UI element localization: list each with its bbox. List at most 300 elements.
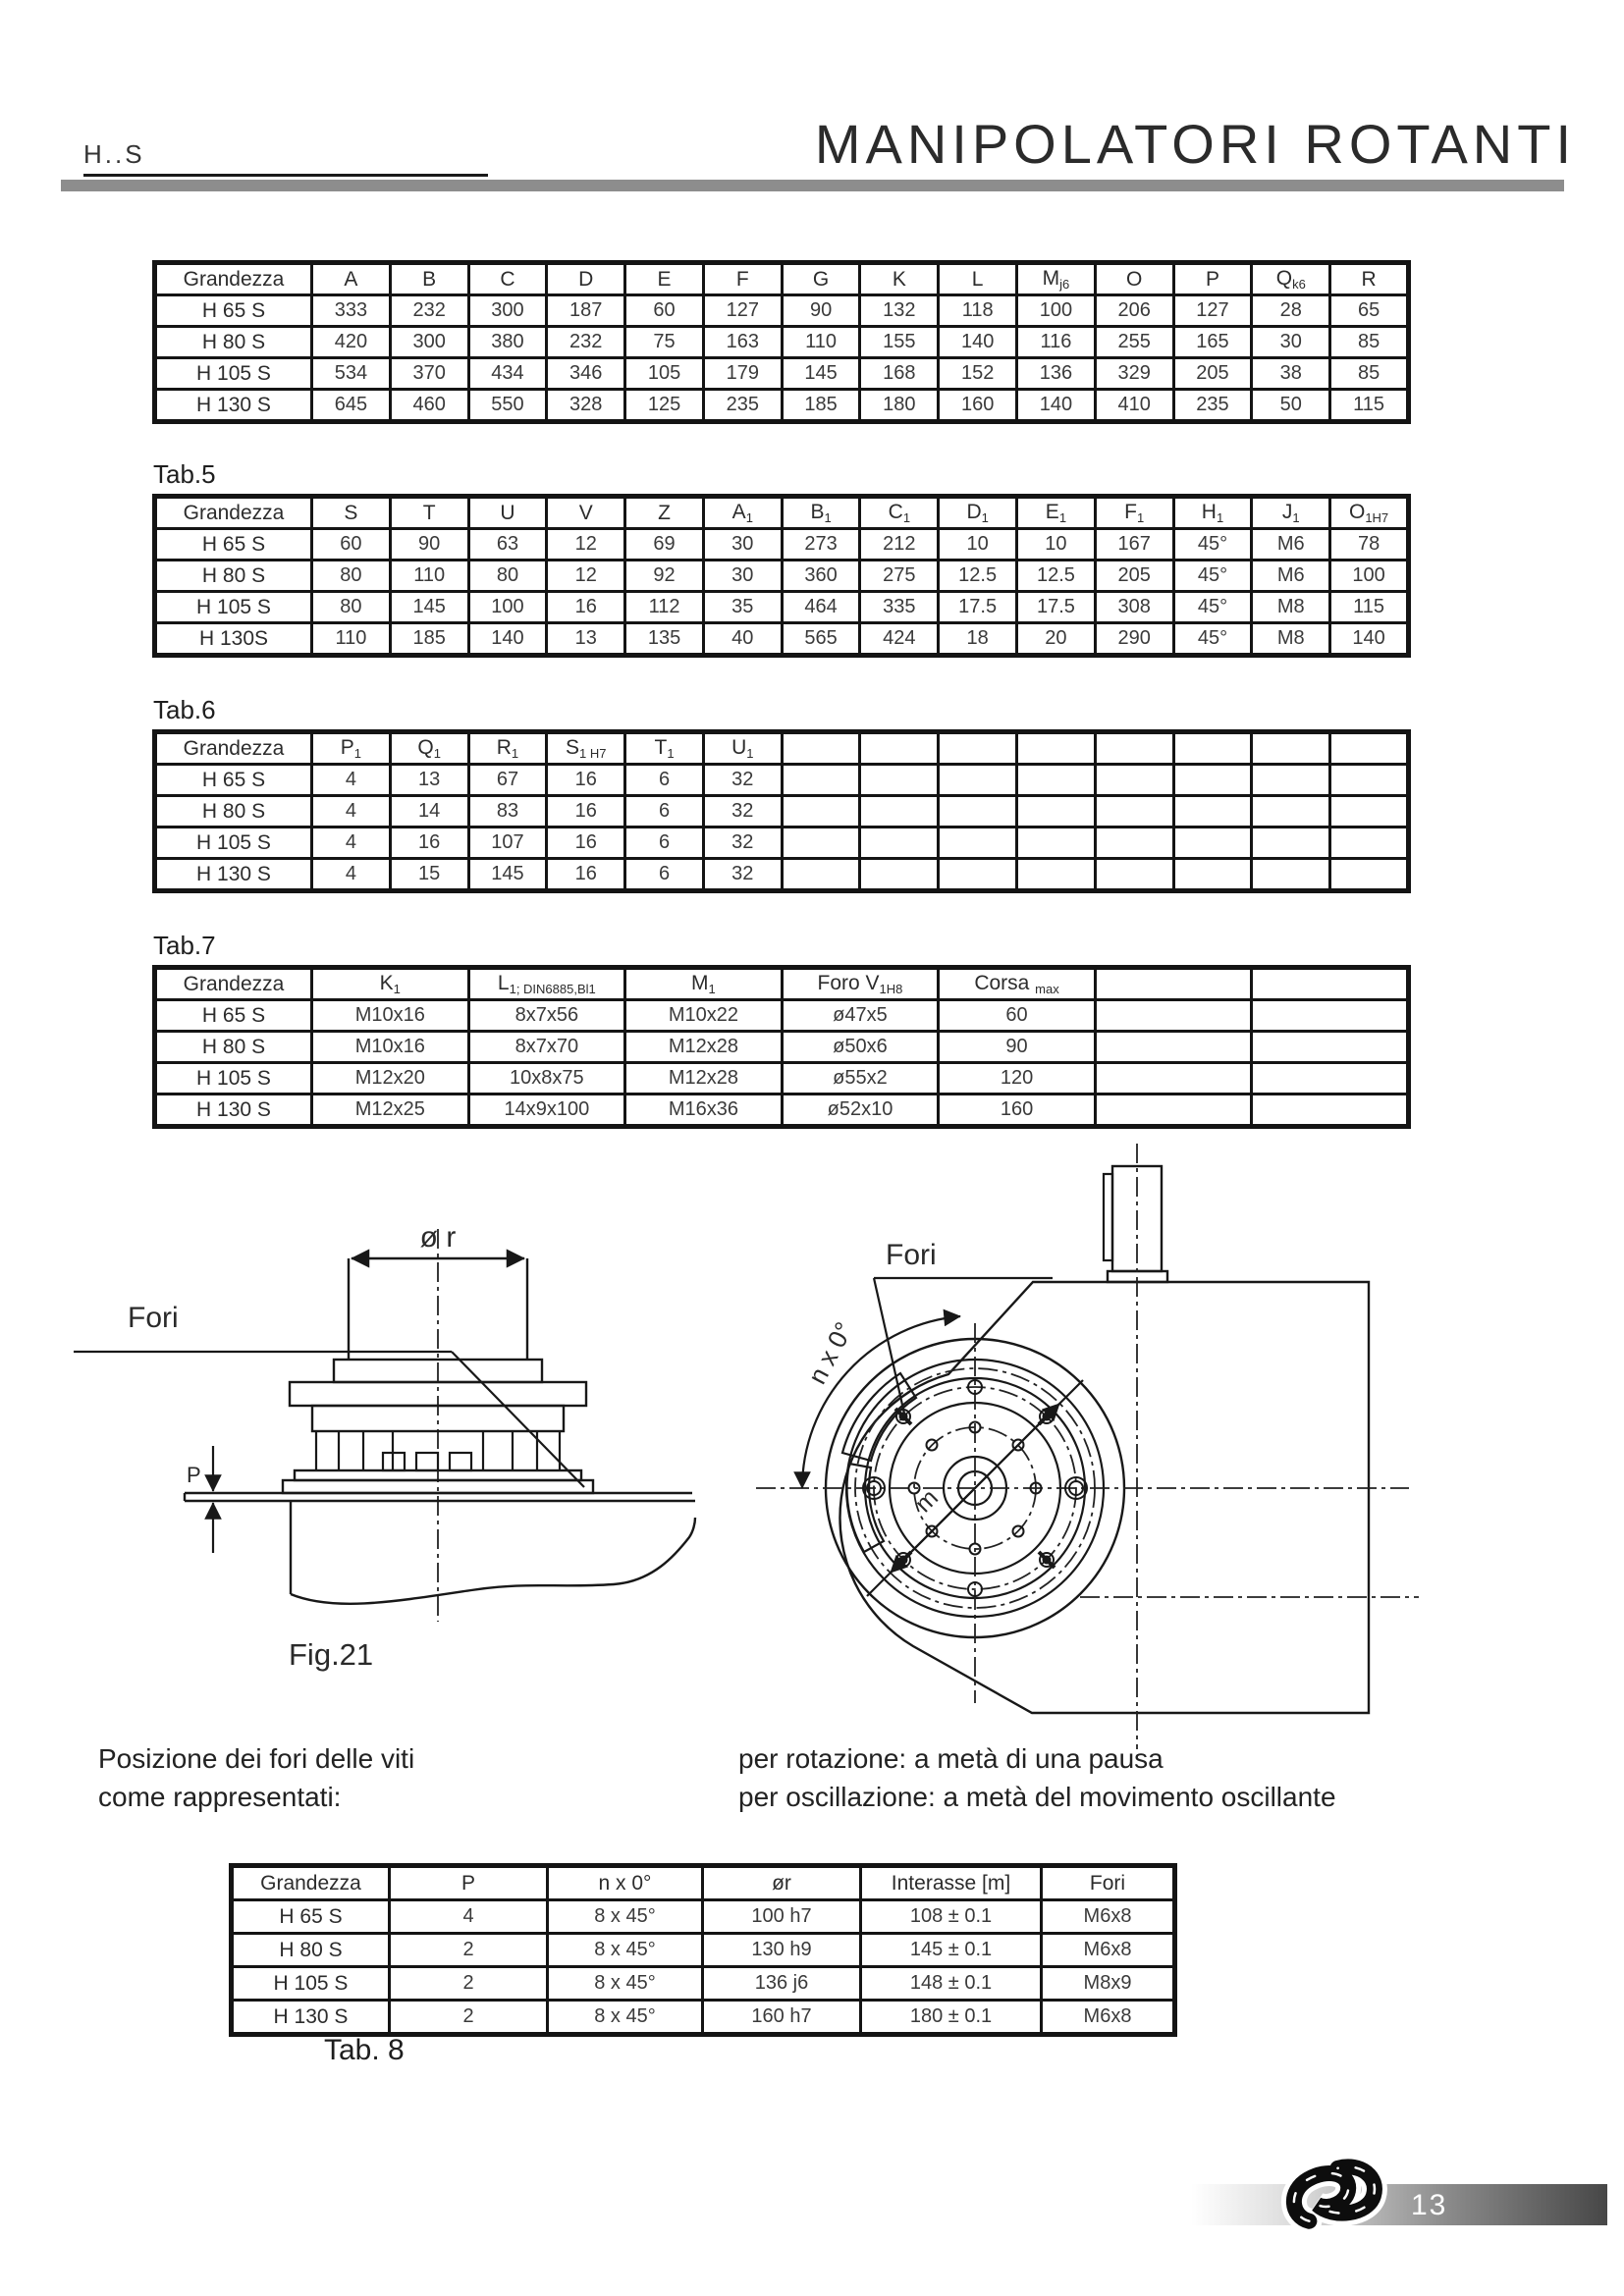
- model-code: H..S: [83, 139, 145, 169]
- data-cell: 35: [703, 592, 782, 623]
- data-cell: 110: [782, 327, 860, 358]
- data-cell: 125: [625, 390, 704, 422]
- data-cell: 160 h7: [703, 2001, 861, 2035]
- table-label: Tab.7: [153, 931, 216, 960]
- table-row: [155, 859, 1409, 891]
- table-row: [155, 1000, 1409, 1032]
- data-cell: 30: [703, 529, 782, 561]
- data-cell: 4: [390, 1900, 548, 1934]
- data-cell: 78: [1330, 529, 1409, 561]
- column-header: Fori: [1042, 1866, 1175, 1900]
- n-x-0-label: n x 0°: [801, 1316, 859, 1389]
- data-cell: 565: [782, 623, 860, 656]
- row-header: H 80 S: [155, 796, 312, 828]
- data-cell: 115: [1330, 592, 1409, 623]
- data-cell: 32: [703, 828, 782, 859]
- data-cell: 8 x 45°: [548, 2001, 703, 2035]
- data-cell: 2: [390, 2001, 548, 2035]
- data-cell: M10x16: [312, 1000, 469, 1032]
- row-header: H 80 S: [232, 1934, 390, 1967]
- data-cell: 90: [782, 295, 860, 327]
- data-cell: 110: [390, 561, 468, 592]
- column-header: [1330, 732, 1409, 765]
- empty-cell: [1252, 765, 1330, 796]
- empty-cell: [1095, 1063, 1252, 1095]
- table-row: [155, 1032, 1409, 1063]
- row-header: H 105 S: [155, 358, 312, 390]
- column-header: $S_{1 H7}$: [547, 732, 625, 765]
- data-cell: 185: [390, 623, 468, 656]
- data-cell: 534: [312, 358, 391, 390]
- row-header: H 80 S: [155, 327, 312, 358]
- data-cell: 16: [547, 828, 625, 859]
- data-cell: ø55x2: [782, 1063, 939, 1095]
- column-header: [1252, 732, 1330, 765]
- column-header: Corsa $_{max}$: [939, 968, 1096, 1000]
- header-row: [232, 1866, 1175, 1900]
- data-cell: 85: [1330, 358, 1409, 390]
- empty-cell: [939, 765, 1017, 796]
- data-cell: 115: [1330, 390, 1409, 422]
- data-cell: 80: [312, 561, 391, 592]
- empty-cell: [1095, 1000, 1252, 1032]
- data-cell: 14x9x100: [468, 1095, 625, 1127]
- data-cell: 60: [625, 295, 704, 327]
- column-header: D: [547, 263, 625, 295]
- column-header: L: [939, 263, 1017, 295]
- right-figure-front-view: [736, 1129, 1434, 1762]
- data-cell: 108 ± 0.1: [861, 1900, 1042, 1934]
- tab8-block: [229, 1863, 1172, 2037]
- data-cell: 105: [625, 358, 704, 390]
- data-cell: 8 x 45°: [548, 1967, 703, 2001]
- empty-cell: [1173, 828, 1252, 859]
- table-row: [155, 327, 1409, 358]
- header-row: [155, 497, 1409, 529]
- data-cell: M6x8: [1042, 1900, 1175, 1934]
- empty-cell: [1330, 828, 1409, 859]
- data-cell: 13: [547, 623, 625, 656]
- data-cell: 12: [547, 561, 625, 592]
- row-header: H 105 S: [155, 592, 312, 623]
- column-header: A: [312, 263, 391, 295]
- column-header: $R_1$: [468, 732, 547, 765]
- data-cell: 160: [939, 1095, 1096, 1127]
- data-cell: 328: [547, 390, 625, 422]
- data-cell: 100 h7: [703, 1900, 861, 1934]
- data-cell: 335: [860, 592, 939, 623]
- empty-cell: [1095, 859, 1173, 891]
- left-figure-side-view: [59, 1158, 727, 1708]
- data-cell: 187: [547, 295, 625, 327]
- empty-cell: [860, 828, 939, 859]
- dimension-table: [152, 260, 1411, 424]
- data-cell: 346: [547, 358, 625, 390]
- brand-logo-icon: [1276, 2158, 1414, 2240]
- column-header: Grandezza: [155, 968, 312, 1000]
- column-header: $T_1$: [625, 732, 704, 765]
- table-row: [155, 592, 1409, 623]
- data-cell: 165: [1173, 327, 1252, 358]
- row-header: H 105 S: [155, 828, 312, 859]
- column-header: Foro $V_{1H8}$: [782, 968, 939, 1000]
- empty-cell: [1173, 859, 1252, 891]
- data-cell: 275: [860, 561, 939, 592]
- column-header: V: [547, 497, 625, 529]
- data-cell: 17.5: [1017, 592, 1096, 623]
- data-cell: 212: [860, 529, 939, 561]
- data-cell: 148 ± 0.1: [861, 1967, 1042, 2001]
- row-header: H 130S: [155, 623, 312, 656]
- row-header: H 65 S: [155, 295, 312, 327]
- empty-cell: [1017, 765, 1096, 796]
- data-cell: 32: [703, 796, 782, 828]
- column-header: $O_{1H7}$: [1330, 497, 1409, 529]
- data-cell: 75: [625, 327, 704, 358]
- data-cell: 13: [390, 765, 468, 796]
- empty-cell: [1330, 796, 1409, 828]
- data-cell: M8x9: [1042, 1967, 1175, 2001]
- data-cell: M8: [1252, 592, 1330, 623]
- data-cell: 333: [312, 295, 391, 327]
- table-label: Tab.6: [153, 695, 216, 724]
- data-cell: 167: [1095, 529, 1173, 561]
- table-row: [155, 561, 1409, 592]
- data-cell: 8 x 45°: [548, 1934, 703, 1967]
- empty-cell: [1252, 828, 1330, 859]
- empty-cell: [939, 828, 1017, 859]
- data-cell: 4: [312, 796, 391, 828]
- tab5-table: [152, 494, 1411, 658]
- data-cell: 273: [782, 529, 860, 561]
- column-header: [1095, 732, 1173, 765]
- column-header: Grandezza: [155, 732, 312, 765]
- data-cell: 12.5: [939, 561, 1017, 592]
- data-cell: 185: [782, 390, 860, 422]
- data-cell: 40: [703, 623, 782, 656]
- data-cell: 15: [390, 859, 468, 891]
- row-header: H 130 S: [232, 2001, 390, 2035]
- column-header: $L_{1; DIN6885,Bl1}$: [468, 968, 625, 1000]
- column-header: $H_1$: [1173, 497, 1252, 529]
- data-cell: 6: [625, 828, 704, 859]
- data-cell: 45°: [1173, 592, 1252, 623]
- data-cell: 30: [703, 561, 782, 592]
- table-row: [155, 796, 1409, 828]
- empty-cell: [1330, 859, 1409, 891]
- data-cell: M6x8: [1042, 1934, 1175, 1967]
- data-cell: 83: [468, 796, 547, 828]
- column-header: P: [1173, 263, 1252, 295]
- data-cell: 4: [312, 828, 391, 859]
- empty-cell: [1252, 1063, 1409, 1095]
- data-cell: 308: [1095, 592, 1173, 623]
- note-line: come rappresentati:: [98, 1782, 342, 1812]
- data-cell: M16x36: [625, 1095, 783, 1127]
- column-header: [782, 732, 860, 765]
- empty-cell: [1330, 765, 1409, 796]
- row-header: H 80 S: [155, 1032, 312, 1063]
- data-cell: 2: [390, 1967, 548, 2001]
- table-row: [155, 623, 1409, 656]
- column-header: $P_1$: [312, 732, 391, 765]
- data-cell: 140: [1017, 390, 1096, 422]
- data-cell: ø50x6: [782, 1032, 939, 1063]
- column-header: $B_1$: [782, 497, 860, 529]
- data-cell: 160: [939, 390, 1017, 422]
- data-cell: 116: [1017, 327, 1096, 358]
- data-cell: 100: [468, 592, 547, 623]
- data-cell: M6: [1252, 529, 1330, 561]
- empty-cell: [1095, 765, 1173, 796]
- page-number: 13: [1411, 2189, 1448, 2221]
- column-header: $E_1$: [1017, 497, 1096, 529]
- data-cell: 645: [312, 390, 391, 422]
- table-row: [155, 529, 1409, 561]
- data-cell: 10x8x75: [468, 1063, 625, 1095]
- figure-caption: Fig.21: [289, 1637, 374, 1672]
- data-cell: 110: [312, 623, 391, 656]
- row-header: H 65 S: [232, 1900, 390, 1934]
- data-cell: 45°: [1173, 561, 1252, 592]
- empty-cell: [782, 859, 860, 891]
- data-cell: 8x7x56: [468, 1000, 625, 1032]
- data-cell: 145 ± 0.1: [861, 1934, 1042, 1967]
- column-header: Grandezza: [232, 1866, 390, 1900]
- column-header: ør: [703, 1866, 861, 1900]
- data-cell: 179: [703, 358, 782, 390]
- data-cell: 168: [860, 358, 939, 390]
- empty-cell: [1173, 796, 1252, 828]
- column-header: C: [468, 263, 547, 295]
- data-cell: 30: [1252, 327, 1330, 358]
- data-cell: 8 x 45°: [548, 1900, 703, 1934]
- empty-cell: [1095, 1095, 1252, 1127]
- empty-cell: [1252, 1095, 1409, 1127]
- data-cell: 6: [625, 765, 704, 796]
- data-cell: 6: [625, 796, 704, 828]
- data-cell: 67: [468, 765, 547, 796]
- data-cell: 90: [939, 1032, 1096, 1063]
- note-line: per rotazione: a metà di una pausa: [738, 1743, 1164, 1774]
- data-cell: 255: [1095, 327, 1173, 358]
- data-cell: 16: [547, 765, 625, 796]
- data-cell: 12: [547, 529, 625, 561]
- table-row: [155, 828, 1409, 859]
- empty-cell: [1017, 859, 1096, 891]
- column-header: Grandezza: [155, 263, 312, 295]
- data-cell: 92: [625, 561, 704, 592]
- data-cell: 118: [939, 295, 1017, 327]
- empty-cell: [1017, 828, 1096, 859]
- data-cell: 10: [1017, 529, 1096, 561]
- column-header: B: [390, 263, 468, 295]
- column-header: $M_{j6}$: [1017, 263, 1096, 295]
- table-row: [155, 358, 1409, 390]
- empty-cell: [1017, 796, 1096, 828]
- data-cell: 235: [703, 390, 782, 422]
- data-cell: M12x28: [625, 1032, 783, 1063]
- column-header: $D_1$: [939, 497, 1017, 529]
- model-code-underline: [83, 174, 488, 177]
- column-header: $A_1$: [703, 497, 782, 529]
- data-cell: 60: [312, 529, 391, 561]
- note-right: [738, 1739, 1336, 1816]
- data-cell: 80: [468, 561, 547, 592]
- data-cell: 140: [939, 327, 1017, 358]
- data-cell: 434: [468, 358, 547, 390]
- data-cell: 65: [1330, 295, 1409, 327]
- column-header: E: [625, 263, 704, 295]
- table-row: [155, 1095, 1409, 1127]
- empty-cell: [939, 796, 1017, 828]
- row-header: H 80 S: [155, 561, 312, 592]
- empty-cell: [1095, 796, 1173, 828]
- data-cell: 205: [1173, 358, 1252, 390]
- dimension-table-block: [152, 260, 1411, 424]
- column-header: Interasse [m]: [861, 1866, 1042, 1900]
- data-cell: 145: [390, 592, 468, 623]
- data-cell: 180 ± 0.1: [861, 2001, 1042, 2035]
- data-cell: ø47x5: [782, 1000, 939, 1032]
- column-header: [1095, 968, 1252, 1000]
- tab7-table: [152, 965, 1411, 1129]
- table-caption: Tab. 8: [324, 2034, 405, 2066]
- data-cell: 32: [703, 859, 782, 891]
- data-cell: 18: [939, 623, 1017, 656]
- table-row: [232, 1934, 1175, 1967]
- row-header: H 65 S: [155, 765, 312, 796]
- header-divider-bar: [61, 180, 1564, 191]
- data-cell: 420: [312, 327, 391, 358]
- table-row: [155, 390, 1409, 422]
- header-row: [155, 968, 1409, 1000]
- data-cell: 140: [1330, 623, 1409, 656]
- data-cell: 136 j6: [703, 1967, 861, 2001]
- data-cell: 232: [390, 295, 468, 327]
- empty-cell: [1252, 1032, 1409, 1063]
- data-cell: 140: [468, 623, 547, 656]
- data-cell: 550: [468, 390, 547, 422]
- data-cell: 132: [860, 295, 939, 327]
- data-cell: M8: [1252, 623, 1330, 656]
- data-cell: 360: [782, 561, 860, 592]
- column-header: T: [390, 497, 468, 529]
- note-line: Posizione dei fori delle viti: [98, 1743, 415, 1774]
- row-header: H 130 S: [155, 859, 312, 891]
- data-cell: 127: [703, 295, 782, 327]
- empty-cell: [1252, 859, 1330, 891]
- column-header: $F_1$: [1095, 497, 1173, 529]
- data-cell: M10x22: [625, 1000, 783, 1032]
- note-line: per oscillazione: a metà del movimento oscillante: [738, 1782, 1336, 1812]
- data-cell: 17.5: [939, 592, 1017, 623]
- data-cell: 300: [390, 327, 468, 358]
- data-cell: 155: [860, 327, 939, 358]
- column-header: $U_1$: [703, 732, 782, 765]
- column-header: K: [860, 263, 939, 295]
- column-header: n x 0°: [548, 1866, 703, 1900]
- data-cell: 32: [703, 765, 782, 796]
- data-cell: 145: [468, 859, 547, 891]
- column-header: O: [1095, 263, 1173, 295]
- data-cell: 16: [547, 796, 625, 828]
- data-cell: 235: [1173, 390, 1252, 422]
- column-header: U: [468, 497, 547, 529]
- p-dimension-label: P: [187, 1463, 201, 1487]
- data-cell: 135: [625, 623, 704, 656]
- diameter-label: ø r: [419, 1221, 457, 1254]
- data-cell: 460: [390, 390, 468, 422]
- break-line: [291, 1518, 695, 1604]
- row-header: H 130 S: [155, 1095, 312, 1127]
- data-cell: 290: [1095, 623, 1173, 656]
- data-cell: 424: [860, 623, 939, 656]
- row-header: H 105 S: [232, 1967, 390, 2001]
- column-header: [939, 732, 1017, 765]
- table-row: [232, 1900, 1175, 1934]
- column-header: $J_1$: [1252, 497, 1330, 529]
- column-header: $Q_1$: [390, 732, 468, 765]
- data-cell: 8x7x70: [468, 1032, 625, 1063]
- tab6-block: [152, 695, 1411, 893]
- data-cell: 205: [1095, 561, 1173, 592]
- data-cell: 16: [547, 859, 625, 891]
- row-header: H 130 S: [155, 390, 312, 422]
- data-cell: 130 h9: [703, 1934, 861, 1967]
- column-header: [1252, 968, 1409, 1000]
- column-header: R: [1330, 263, 1409, 295]
- data-cell: M12x20: [312, 1063, 469, 1095]
- data-cell: 50: [1252, 390, 1330, 422]
- data-cell: M12x25: [312, 1095, 469, 1127]
- table-row: [232, 2001, 1175, 2035]
- empty-cell: [860, 796, 939, 828]
- data-cell: 380: [468, 327, 547, 358]
- data-cell: 12.5: [1017, 561, 1096, 592]
- data-cell: 410: [1095, 390, 1173, 422]
- column-header: $Q_{k6}$: [1252, 263, 1330, 295]
- data-cell: 100: [1017, 295, 1096, 327]
- data-cell: 45°: [1173, 623, 1252, 656]
- data-cell: 206: [1095, 295, 1173, 327]
- data-cell: 10: [939, 529, 1017, 561]
- empty-cell: [860, 859, 939, 891]
- tab5-block: [152, 459, 1411, 658]
- page-title: MANIPOLATORI ROTANTI: [814, 113, 1576, 175]
- row-header: H 105 S: [155, 1063, 312, 1095]
- data-cell: 370: [390, 358, 468, 390]
- data-cell: 80: [312, 592, 391, 623]
- column-header: $C_1$: [860, 497, 939, 529]
- empty-cell: [1252, 1000, 1409, 1032]
- column-header: P: [390, 1866, 548, 1900]
- column-header: $M_1$: [625, 968, 783, 1000]
- table-row: [155, 765, 1409, 796]
- data-cell: 180: [860, 390, 939, 422]
- header-row: [155, 263, 1409, 295]
- empty-cell: [860, 765, 939, 796]
- column-header: $K_1$: [312, 968, 469, 1000]
- data-cell: 112: [625, 592, 704, 623]
- data-cell: 38: [1252, 358, 1330, 390]
- empty-cell: [1095, 1032, 1252, 1063]
- data-cell: 4: [312, 765, 391, 796]
- data-cell: 60: [939, 1000, 1096, 1032]
- empty-cell: [782, 796, 860, 828]
- data-cell: 163: [703, 327, 782, 358]
- data-cell: 16: [390, 828, 468, 859]
